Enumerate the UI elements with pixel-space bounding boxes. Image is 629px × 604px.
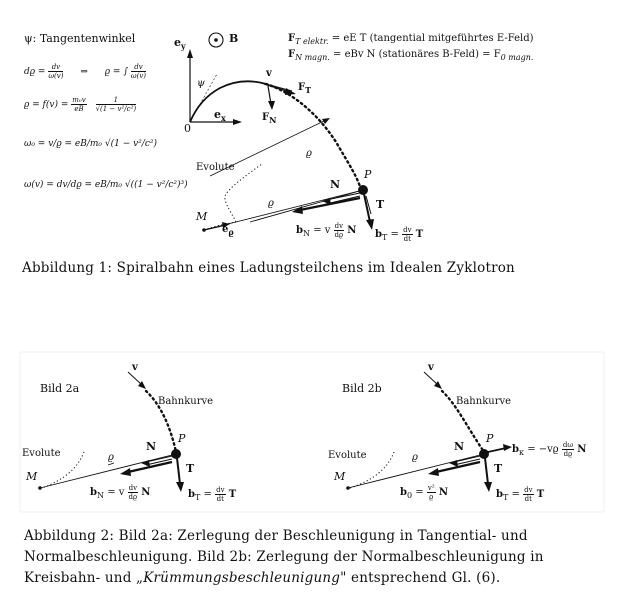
eq-rho-integral: ϱ = ∫ bbox=[104, 67, 129, 77]
bk-letter-2b: b bbox=[512, 444, 519, 455]
b0-letter-2b: b bbox=[400, 487, 407, 498]
force-eq1-lhs: F bbox=[288, 33, 296, 44]
bt-frac-num: dv bbox=[403, 226, 412, 234]
v-label-2b: v bbox=[428, 362, 434, 373]
bk-eq-2b: = −vϱ bbox=[527, 444, 559, 455]
bn-eq-2a: = v bbox=[107, 487, 125, 498]
n-label-2b: N bbox=[454, 440, 465, 453]
caption-line3-b: " entsprechend Gl. (6). bbox=[340, 570, 501, 586]
bk-tail-2b: N bbox=[577, 444, 587, 455]
n-label: N bbox=[330, 178, 341, 191]
eq-rho-f-den: eB bbox=[74, 105, 84, 113]
rho-vector-label: ϱ bbox=[306, 148, 312, 159]
eq-int-num: dv bbox=[131, 63, 146, 72]
bn-equation-2a bbox=[90, 484, 150, 501]
m-label-2b: M bbox=[334, 470, 346, 483]
t-label: T bbox=[376, 198, 385, 211]
ey-sub: y bbox=[181, 41, 186, 52]
ey-letter: e bbox=[174, 36, 181, 49]
bt-sub: T bbox=[382, 233, 388, 242]
force-eq2-sub2: 0 magn. bbox=[500, 53, 534, 62]
n-label-2a: N bbox=[146, 440, 157, 453]
bt-letter: b bbox=[375, 229, 382, 240]
b0-tail-2b: N bbox=[438, 487, 448, 498]
bk-sub-2b: κ bbox=[519, 448, 524, 457]
evolute-label: Evolute bbox=[196, 162, 235, 173]
p-label: P bbox=[364, 168, 372, 181]
eq-drho-num: dv bbox=[48, 63, 63, 72]
bn-letter-2a: b bbox=[90, 487, 97, 498]
caption-line3-a: Kreisbahn- und „ bbox=[24, 570, 144, 586]
bn-frac-den: dϱ bbox=[334, 231, 344, 239]
bn-den-2a: dϱ bbox=[128, 493, 138, 501]
bn-frac-num: dv bbox=[334, 222, 344, 230]
bn-letter: b bbox=[296, 225, 303, 236]
bt-frac-den: dt bbox=[403, 235, 411, 243]
evolute-label-2b: Evolute bbox=[328, 450, 367, 461]
bt-letter-2a: b bbox=[188, 489, 195, 500]
rho-label-2a: ϱ bbox=[108, 452, 114, 463]
eq-int-den: ω(v) bbox=[130, 72, 147, 80]
ex-letter: e bbox=[214, 108, 221, 121]
m-label-2a: M bbox=[26, 470, 38, 483]
bn-tail-2a: N bbox=[141, 487, 151, 498]
bahnkurve-label-2b: Bahnkurve bbox=[456, 396, 512, 407]
p-point-2b bbox=[479, 449, 489, 459]
t-label-2a: T bbox=[186, 462, 195, 475]
bn-num-2a: dv bbox=[128, 484, 138, 492]
force-eq2-sub: N magn. bbox=[295, 53, 330, 62]
bn-tail: N bbox=[347, 225, 357, 236]
eq-rho-f-num: m₀v bbox=[72, 96, 86, 104]
bt-eq-2a: = bbox=[203, 489, 212, 500]
v-label-2a: v bbox=[132, 362, 138, 373]
fn-letter: F bbox=[262, 112, 270, 123]
eq-drho-den: ω(v) bbox=[48, 72, 64, 80]
p-label-2b: P bbox=[486, 432, 494, 445]
ft-sub: T bbox=[305, 85, 312, 95]
ft-letter: F bbox=[298, 82, 306, 93]
eq-rho-f-root-den: √(1 − v²/c²) bbox=[95, 105, 137, 113]
bild-2b-title: Bild 2b bbox=[342, 382, 382, 395]
figure-2-caption-line-3 bbox=[24, 570, 500, 586]
erho-sub: ϱ bbox=[228, 227, 234, 237]
bt-tail-2b: T bbox=[536, 489, 545, 500]
b0-eq-2b: = bbox=[415, 487, 424, 498]
m-label: M bbox=[196, 210, 208, 223]
b0-den-2b: ϱ bbox=[429, 493, 434, 501]
b0-sub-2b: 0 bbox=[407, 491, 413, 500]
bt-tail-2a: T bbox=[228, 489, 237, 500]
bn-sub-2a: N bbox=[97, 491, 104, 500]
bt-eq-2b: = bbox=[511, 489, 520, 500]
force-eq2-rhs: = eBv N (stationäres B-Feld) = F bbox=[333, 49, 501, 60]
bild-2a-title: Bild 2a bbox=[40, 382, 80, 395]
fn-sub: N bbox=[269, 115, 277, 125]
force-eq1-rhs: = eE T (tangential mitgeführtes E-Feld) bbox=[331, 33, 534, 44]
rho-label-2b: ϱ bbox=[412, 452, 418, 463]
eq-drho-lhs: dϱ = bbox=[24, 67, 46, 77]
p-point-2a bbox=[171, 449, 181, 459]
bn-eq: = v bbox=[313, 225, 331, 236]
bt-letter-2b: b bbox=[496, 489, 503, 500]
b-label: B bbox=[229, 32, 239, 45]
bt-eq: = bbox=[390, 229, 399, 240]
b0-num-2b: v² bbox=[427, 484, 435, 492]
bk-den-2b: dϱ bbox=[563, 450, 573, 458]
psi-definition: ψ: Tangentenwinkel bbox=[24, 32, 136, 45]
bk-equation-2b bbox=[512, 441, 586, 458]
bt-sub-2a: T bbox=[195, 493, 201, 502]
eq-omega0: ω₀ = v/ϱ = eB/m₀ √(1 − v²/c²) bbox=[24, 139, 157, 149]
rho2-label: ϱ bbox=[268, 198, 274, 209]
p-label-2a: P bbox=[178, 432, 186, 445]
implies-symbol: ⇒ bbox=[80, 67, 88, 77]
bk-num-2b: dω bbox=[562, 441, 574, 449]
bt-den-2b: dt bbox=[524, 495, 532, 503]
figure-1-caption: Abbildung 1: Spiralbahn eines Ladungsteilchens im Idealen Zyklotron bbox=[22, 260, 515, 276]
bt-den-2a: dt bbox=[216, 495, 224, 503]
caption-line3-italic: Krümmungsbeschleunigung bbox=[143, 570, 341, 586]
ex-sub: x bbox=[221, 113, 226, 124]
v-label: v bbox=[266, 68, 272, 79]
evolute-label-2a: Evolute bbox=[22, 448, 61, 459]
t-label-2b: T bbox=[494, 462, 503, 475]
bahnkurve-label-2a: Bahnkurve bbox=[158, 396, 214, 407]
force-eq2-lhs: F bbox=[288, 49, 296, 60]
figure-2-caption-line-1: Abbildung 2: Bild 2a: Zerlegung der Beschleunigung in Tangential- und bbox=[24, 528, 528, 544]
bt-sub-2b: T bbox=[503, 493, 509, 502]
eq-omega-v: ω(v) = dv/dϱ = eB/m₀ √((1 − v²/c²)³) bbox=[24, 180, 188, 190]
bt-num-2a: dv bbox=[216, 486, 225, 494]
bn-sub: N bbox=[303, 229, 310, 238]
bt-equation-2a bbox=[188, 486, 236, 503]
b0-equation-2b bbox=[400, 484, 448, 501]
bt-equation-2b bbox=[496, 486, 544, 503]
eq-rho-f-root-num: 1 bbox=[96, 96, 137, 105]
bt-tail: T bbox=[415, 229, 424, 240]
origin-label: 0 bbox=[184, 122, 191, 135]
erho-letter: e bbox=[222, 224, 229, 235]
psi-angle-label: ψ bbox=[197, 78, 205, 89]
eq-rho-f-lhs: ϱ = f(v) = bbox=[24, 100, 69, 110]
figure-2-caption-line-2: Normalbeschleunigung. Bild 2b: Zerlegung der Normalbeschleunigung in bbox=[24, 549, 544, 565]
force-eq1-sub: T elektr. bbox=[295, 37, 329, 46]
bt-num-2b: dv bbox=[524, 486, 533, 494]
